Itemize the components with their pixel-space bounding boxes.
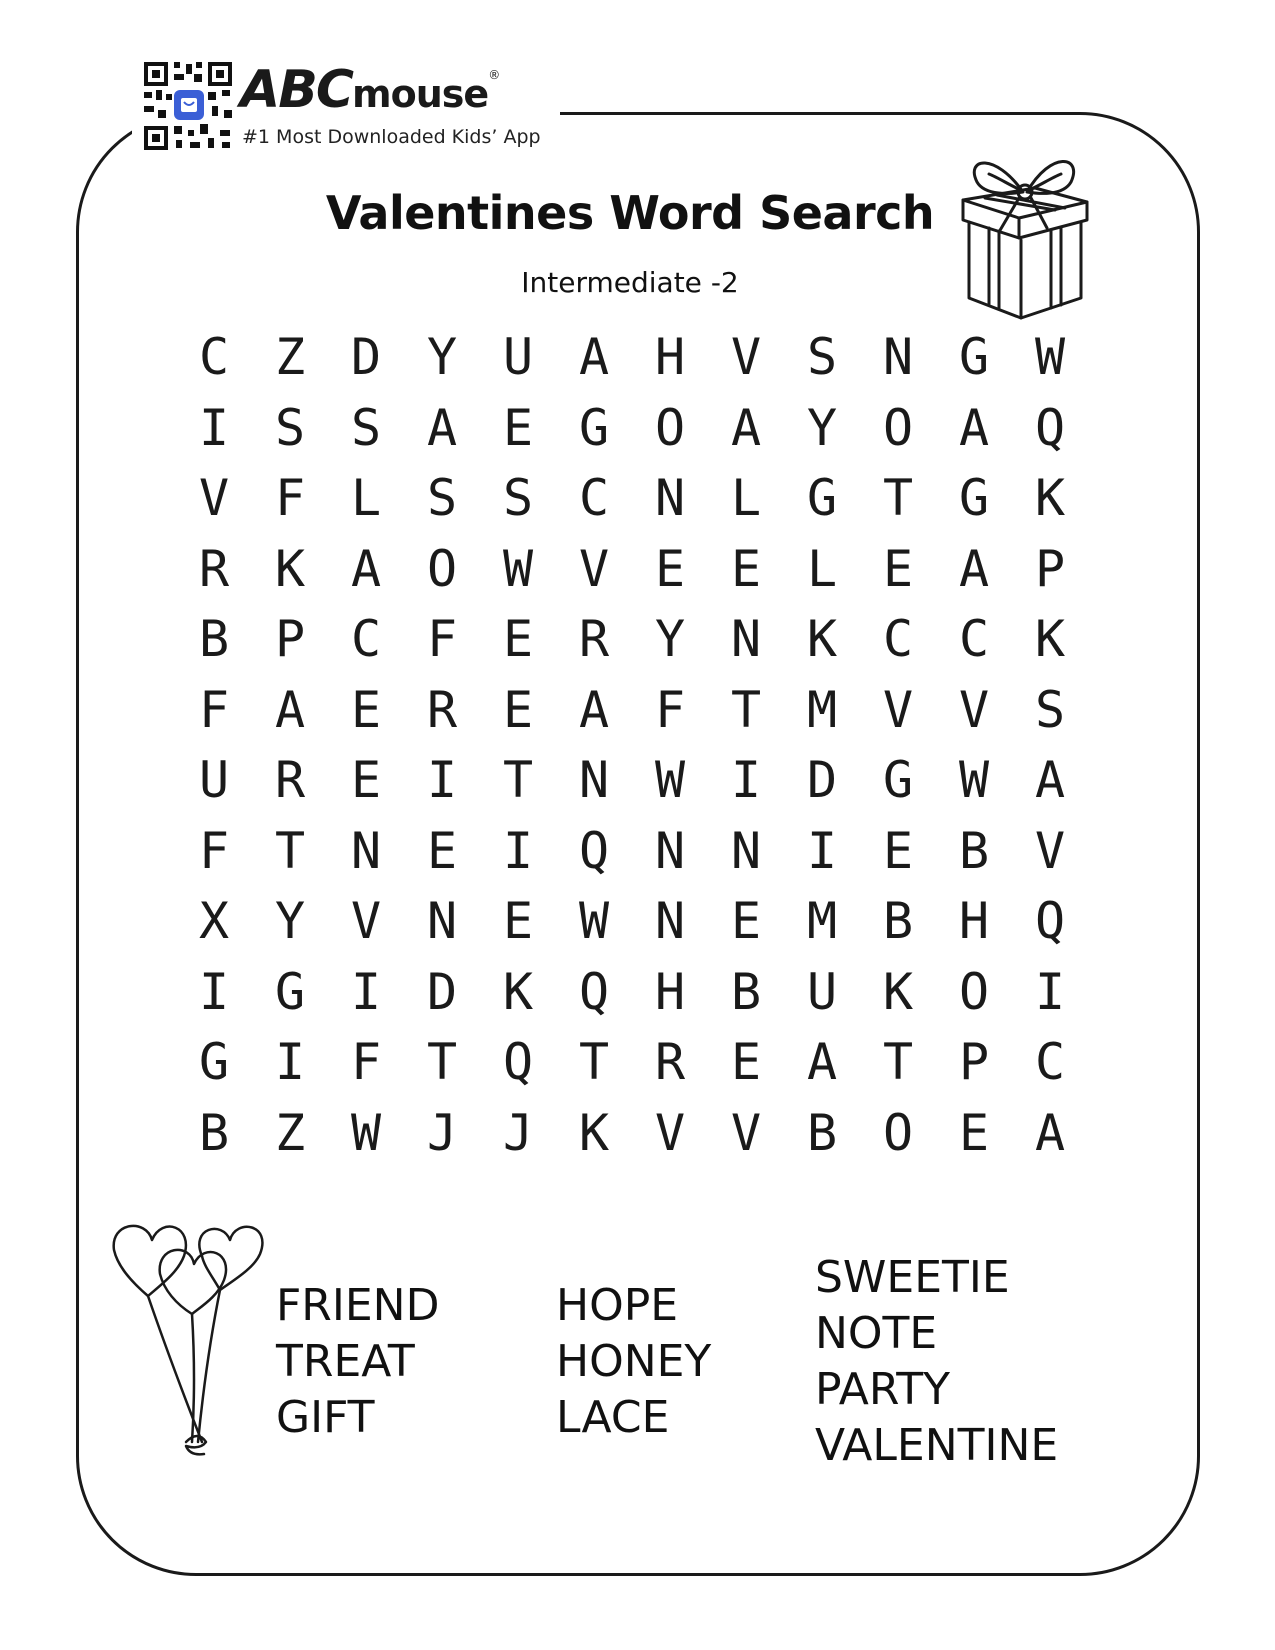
grid-letter[interactable]: N xyxy=(578,751,610,809)
word-item: TREAT xyxy=(276,1336,415,1387)
grid-letter[interactable]: G xyxy=(198,1033,230,1091)
grid-letter[interactable]: C xyxy=(958,610,990,668)
grid-letter[interactable]: I xyxy=(426,751,458,809)
grid-letter[interactable]: D xyxy=(426,962,458,1021)
logo-mouse-text: mouse xyxy=(352,72,489,116)
grid-letter[interactable]: N xyxy=(882,328,914,386)
grid-letter[interactable]: F xyxy=(274,469,306,527)
grid-letter[interactable]: V xyxy=(654,1103,686,1162)
grid-letter[interactable]: M xyxy=(806,680,838,739)
grid-letter[interactable]: O xyxy=(958,962,990,1021)
grid-letter[interactable]: D xyxy=(350,328,382,386)
grid-letter[interactable]: Y xyxy=(426,328,458,386)
abcmouse-brand[interactable] xyxy=(132,54,560,158)
grid-letter[interactable]: K xyxy=(1034,610,1066,668)
grid-letter[interactable]: P xyxy=(1034,539,1066,598)
word-item: HONEY xyxy=(556,1336,712,1387)
grid-row xyxy=(176,469,1088,544)
grid-letter[interactable]: Z xyxy=(274,328,306,386)
grid-letter[interactable]: K xyxy=(1034,469,1066,527)
grid-letter[interactable]: U xyxy=(198,751,230,809)
grid-letter[interactable]: I xyxy=(730,751,762,809)
grid-letter[interactable]: B xyxy=(198,1103,230,1162)
grid-letter[interactable]: Y xyxy=(654,610,686,668)
grid-letter[interactable]: N xyxy=(730,821,762,880)
grid-letter[interactable]: Q xyxy=(578,962,610,1021)
grid-letter[interactable]: R xyxy=(274,751,306,809)
grid-letter[interactable]: S xyxy=(274,398,306,457)
worksheet-title: Valentines Word Search xyxy=(325,186,935,240)
grid-letter[interactable]: A xyxy=(730,398,762,457)
grid-row xyxy=(176,892,1088,967)
grid-letter[interactable]: E xyxy=(730,539,762,598)
grid-letter[interactable]: S xyxy=(426,469,458,527)
grid-letter[interactable]: W xyxy=(502,539,534,598)
grid-letter[interactable]: C xyxy=(1034,1033,1066,1091)
grid-letter[interactable]: Q xyxy=(1034,398,1066,457)
grid-letter[interactable]: B xyxy=(198,610,230,668)
grid-letter[interactable]: I xyxy=(198,962,230,1021)
grid-letter[interactable]: L xyxy=(350,469,382,527)
letter-grid xyxy=(176,328,1088,1178)
grid-letter[interactable]: S xyxy=(502,469,534,527)
grid-letter[interactable]: A xyxy=(958,539,990,598)
word-item: VALENTINE xyxy=(815,1420,1059,1471)
grid-letter[interactable]: W xyxy=(958,751,990,809)
grid-letter[interactable]: M xyxy=(806,892,838,950)
word-item: LACE xyxy=(556,1392,670,1443)
grid-letter[interactable]: A xyxy=(1034,1103,1066,1162)
grid-letter[interactable]: A xyxy=(958,398,990,457)
grid-letter[interactable]: B xyxy=(730,962,762,1021)
grid-row xyxy=(176,962,1088,1038)
grid-letter[interactable]: F xyxy=(426,610,458,668)
grid-letter[interactable]: E xyxy=(350,751,382,809)
grid-letter[interactable]: K xyxy=(578,1103,610,1162)
grid-letter[interactable]: P xyxy=(274,610,306,668)
grid-letter[interactable]: W xyxy=(654,751,686,809)
qr-code-icon xyxy=(142,60,234,152)
grid-letter[interactable]: V xyxy=(578,539,610,598)
registered-mark: ® xyxy=(488,68,501,82)
worksheet-subtitle: Intermediate -2 xyxy=(521,266,739,299)
grid-letter[interactable]: R xyxy=(198,539,230,598)
grid-letter[interactable]: S xyxy=(1034,680,1066,739)
logo-abc-text: ABC xyxy=(240,60,353,120)
grid-letter[interactable]: B xyxy=(806,1103,838,1162)
grid-letter[interactable]: E xyxy=(502,610,534,668)
grid-letter[interactable]: E xyxy=(882,821,914,880)
grid-row xyxy=(176,539,1088,615)
grid-row xyxy=(176,751,1088,826)
grid-letter[interactable]: B xyxy=(958,821,990,880)
grid-letter[interactable]: Y xyxy=(806,398,838,457)
gift-box-icon xyxy=(955,148,1095,320)
grid-letter[interactable]: W xyxy=(578,892,610,950)
grid-letter[interactable]: Z xyxy=(274,1103,306,1162)
grid-letter[interactable]: E xyxy=(502,398,534,457)
grid-letter[interactable]: U xyxy=(806,962,838,1021)
word-list-column-2 xyxy=(556,1278,711,1446)
heart-balloons-icon xyxy=(110,1210,280,1460)
grid-letter[interactable]: K xyxy=(502,962,534,1021)
word-item: SWEETIE xyxy=(815,1252,1010,1303)
grid-letter[interactable]: I xyxy=(274,1033,306,1091)
grid-letter[interactable]: A xyxy=(806,1033,838,1091)
grid-letter[interactable]: I xyxy=(1034,962,1066,1021)
word-list-column-3 xyxy=(815,1250,1058,1474)
grid-row xyxy=(176,610,1088,685)
word-item: HOPE xyxy=(556,1280,679,1331)
grid-letter[interactable]: A xyxy=(426,398,458,457)
word-item: FRIEND xyxy=(276,1280,440,1331)
grid-letter[interactable]: N xyxy=(426,892,458,950)
grid-letter[interactable]: E xyxy=(882,539,914,598)
grid-letter[interactable]: L xyxy=(806,539,838,598)
grid-letter[interactable]: S xyxy=(806,328,838,386)
grid-letter[interactable]: T xyxy=(730,680,762,739)
grid-letter[interactable]: E xyxy=(426,821,458,880)
grid-row xyxy=(176,680,1088,756)
grid-letter[interactable]: O xyxy=(882,398,914,457)
grid-letter[interactable]: G xyxy=(882,751,914,809)
grid-letter[interactable]: V xyxy=(730,1103,762,1162)
grid-letter[interactable]: W xyxy=(350,1103,382,1162)
word-list-column-1 xyxy=(276,1278,439,1446)
grid-letter[interactable]: V xyxy=(350,892,382,950)
word-item: NOTE xyxy=(815,1308,938,1359)
grid-row xyxy=(176,398,1088,474)
grid-letter[interactable]: T xyxy=(578,1033,610,1091)
grid-letter[interactable]: P xyxy=(958,1033,990,1091)
grid-row xyxy=(176,328,1088,403)
grid-letter[interactable]: G xyxy=(274,962,306,1021)
grid-letter[interactable]: F xyxy=(350,1033,382,1091)
grid-letter[interactable]: H xyxy=(654,962,686,1021)
grid-letter[interactable]: Q xyxy=(578,821,610,880)
grid-letter[interactable]: G xyxy=(958,328,990,386)
grid-letter[interactable]: R xyxy=(578,610,610,668)
grid-letter[interactable]: A xyxy=(1034,751,1066,809)
grid-letter[interactable]: C xyxy=(198,328,230,386)
grid-letter[interactable]: B xyxy=(882,892,914,950)
grid-row xyxy=(176,1103,1088,1179)
grid-letter[interactable]: V xyxy=(958,680,990,739)
grid-letter[interactable]: E xyxy=(502,892,534,950)
grid-letter[interactable]: E xyxy=(350,680,382,739)
grid-letter[interactable]: E xyxy=(958,1103,990,1162)
grid-letter[interactable]: V xyxy=(730,328,762,386)
grid-letter[interactable]: C xyxy=(578,469,610,527)
grid-letter[interactable]: D xyxy=(806,751,838,809)
grid-letter[interactable]: V xyxy=(1034,821,1066,880)
grid-letter[interactable]: G xyxy=(958,469,990,527)
grid-letter[interactable]: C xyxy=(882,610,914,668)
grid-letter[interactable]: L xyxy=(730,469,762,527)
grid-letter[interactable]: A xyxy=(578,680,610,739)
grid-letter[interactable]: O xyxy=(654,398,686,457)
grid-letter[interactable]: J xyxy=(426,1103,458,1162)
grid-letter[interactable]: X xyxy=(198,892,230,950)
grid-letter[interactable]: O xyxy=(426,539,458,598)
grid-letter[interactable]: A xyxy=(350,539,382,598)
grid-letter[interactable]: I xyxy=(806,821,838,880)
grid-letter[interactable]: T xyxy=(502,751,534,809)
brand-tagline: #1 Most Downloaded Kids’ App xyxy=(242,126,541,148)
grid-letter[interactable]: I xyxy=(502,821,534,880)
grid-letter[interactable]: Y xyxy=(274,892,306,950)
grid-letter[interactable]: C xyxy=(350,610,382,668)
grid-letter[interactable]: E xyxy=(654,539,686,598)
grid-letter[interactable]: A xyxy=(274,680,306,739)
grid-letter[interactable]: K xyxy=(882,962,914,1021)
grid-letter[interactable]: E xyxy=(502,680,534,739)
grid-letter[interactable]: T xyxy=(882,469,914,527)
grid-letter[interactable]: O xyxy=(882,1103,914,1162)
grid-letter[interactable]: Q xyxy=(502,1033,534,1091)
grid-letter[interactable]: W xyxy=(1034,328,1066,386)
grid-letter[interactable]: N xyxy=(654,892,686,950)
abcmouse-logo xyxy=(240,60,500,120)
grid-letter[interactable]: K xyxy=(274,539,306,598)
grid-letter[interactable]: H xyxy=(654,328,686,386)
grid-letter[interactable]: R xyxy=(654,1033,686,1091)
grid-letter[interactable]: I xyxy=(350,962,382,1021)
grid-letter[interactable]: G xyxy=(578,398,610,457)
grid-letter[interactable]: V xyxy=(198,469,230,527)
grid-letter[interactable]: Q xyxy=(1034,892,1066,950)
grid-letter[interactable]: T xyxy=(426,1033,458,1091)
word-item: GIFT xyxy=(276,1392,375,1443)
grid-letter[interactable]: V xyxy=(882,680,914,739)
grid-letter[interactable]: T xyxy=(882,1033,914,1091)
grid-letter[interactable]: I xyxy=(198,398,230,457)
grid-letter[interactable]: K xyxy=(806,610,838,668)
grid-letter[interactable]: N xyxy=(654,469,686,527)
word-item: PARTY xyxy=(815,1364,950,1415)
grid-letter[interactable]: E xyxy=(730,892,762,950)
grid-letter[interactable]: N xyxy=(654,821,686,880)
grid-letter[interactable]: H xyxy=(958,892,990,950)
grid-letter[interactable]: F xyxy=(198,821,230,880)
grid-letter[interactable]: F xyxy=(654,680,686,739)
grid-letter[interactable]: U xyxy=(502,328,534,386)
grid-row xyxy=(176,1033,1088,1108)
grid-letter[interactable]: E xyxy=(730,1033,762,1091)
grid-letter[interactable]: R xyxy=(426,680,458,739)
grid-row xyxy=(176,821,1088,897)
grid-letter[interactable]: T xyxy=(274,821,306,880)
grid-letter[interactable]: S xyxy=(350,398,382,457)
grid-letter[interactable]: N xyxy=(730,610,762,668)
grid-letter[interactable]: F xyxy=(198,680,230,739)
grid-letter[interactable]: N xyxy=(350,821,382,880)
grid-letter[interactable]: J xyxy=(502,1103,534,1162)
grid-letter[interactable]: G xyxy=(806,469,838,527)
grid-letter[interactable]: A xyxy=(578,328,610,386)
